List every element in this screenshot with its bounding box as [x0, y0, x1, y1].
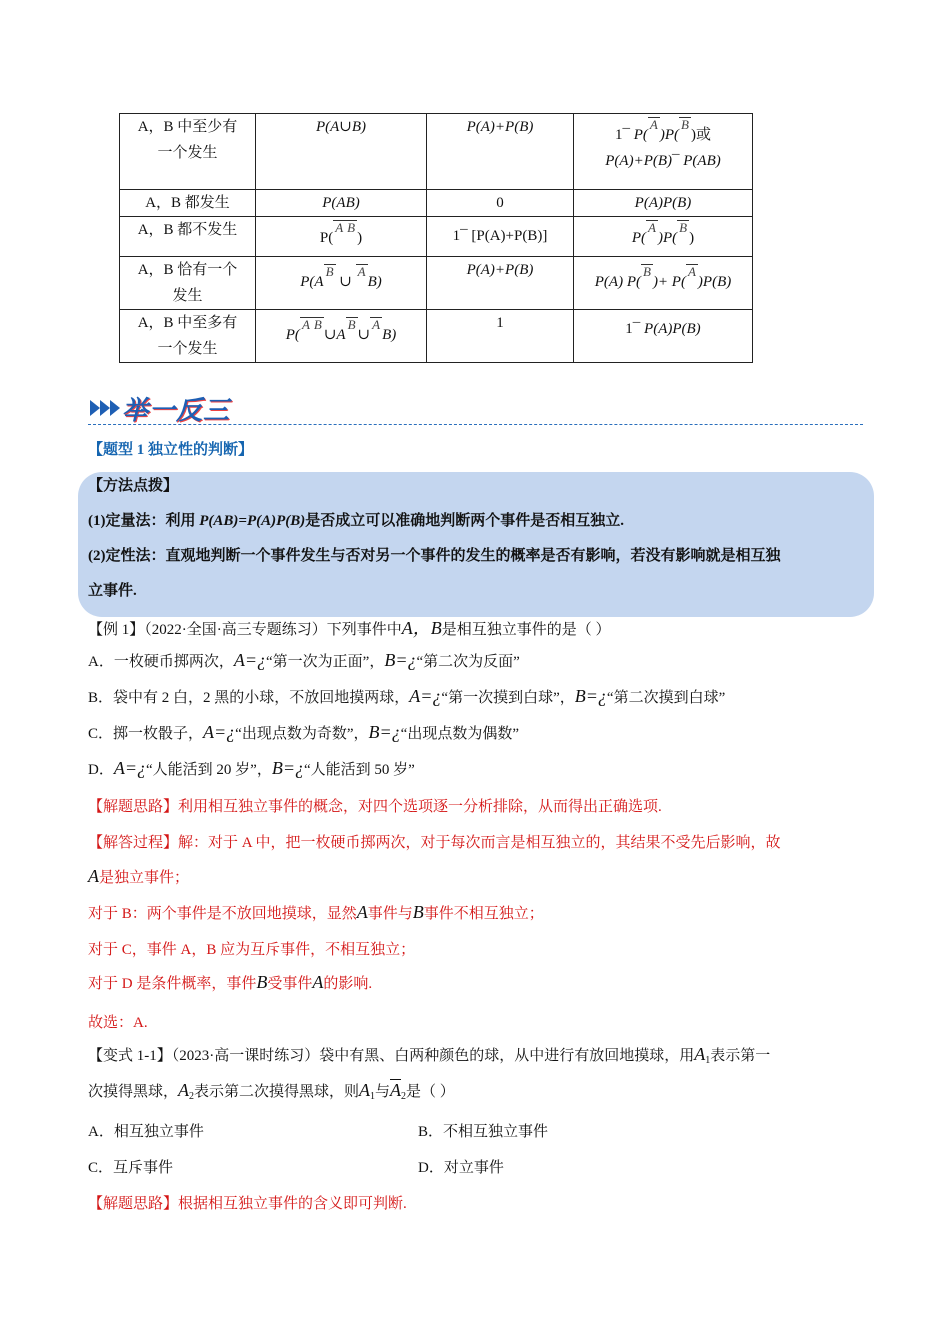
table-row: [120, 257, 753, 310]
answer: 故选：A.: [88, 1015, 148, 1031]
variant-option-c: C．互斥事件: [88, 1160, 174, 1176]
table-cell: P(AB): [256, 190, 427, 217]
table-cell: P(A)+P(B): [427, 114, 574, 190]
method-line-1: (1)定量法：利用 P(AB)=P(A)P(B)是否成立可以准确地判断两个事件是否相互独立.: [88, 513, 625, 529]
variant-option-d: D．对立事件: [418, 1160, 504, 1176]
type-title: 【题型 1 独立性的判断】: [88, 442, 254, 458]
variant-option-a: A．相互独立事件: [88, 1124, 204, 1140]
table-cell: A，B 都发生: [120, 190, 256, 217]
option-c: C．掷一枚骰子，A=¿“出现点数为奇数”，B=¿“出现点数为偶数”: [88, 722, 519, 742]
table-cell: 1¯ [P(A)+P(B)]: [427, 217, 574, 257]
variant-head: 【变式 1-1】（2023·高一课时练习）袋中有黑、白两种颜色的球，从中进行有放回地摸球，用$A_1$表示第一: [88, 1044, 771, 1066]
table-cell: A，B 中至少有 一个发生: [120, 114, 256, 190]
solution-process-3: 对于 B：两个事件是不放回地摸球，显然A事件与B事件不相互独立；: [88, 902, 544, 922]
table-cell: P(A)+P(B): [427, 257, 574, 310]
table-cell: P(A∪B): [256, 114, 427, 190]
table-cell: P(A) P(B)+ P(A)P(B): [574, 257, 753, 310]
method-line-3: 立事件.: [88, 583, 137, 599]
table-cell: P(A B): [256, 217, 427, 257]
table-cell: 1: [427, 310, 574, 363]
probability-table: [119, 113, 753, 363]
table-cell: P(A)P(B): [574, 190, 753, 217]
option-d: D．A=¿“人能活到 20 岁”，B=¿“人能活到 50 岁”: [88, 758, 415, 778]
table-cell: 0: [427, 190, 574, 217]
method-line-2: (2)定性法：直观地判断一个事件发生与否对另一个事件的发生的概率是否有影响，若没有影响就是相互独: [88, 548, 781, 564]
variant-line-2: 次摸得黑球，$A_2$表示第二次摸得黑球，则$A_1$与$A_2$是（ ）: [88, 1080, 455, 1102]
table-row: [120, 217, 753, 257]
solution-process-4: 对于 C，事件 A，B 应为互斥事件，不相互独立；: [88, 942, 416, 958]
solution-process-5: 对于 D 是条件概率，事件B受事件A的影响.: [88, 972, 373, 992]
option-b: B．袋中有 2 白，2 黑的小球，不放回地摸两球，A=¿“第一次摸到白球”，B=¿“第二次摸到白球”: [88, 686, 726, 706]
table-cell: A，B 中至多有 一个发生: [120, 310, 256, 363]
option-a: A．一枚硬币掷两次，A=¿“第一次为正面”，B=¿“第二次为反面”: [88, 650, 520, 670]
table-cell: P(A B∪AB∪AB): [256, 310, 427, 363]
table-cell: P(AB ∪ AB): [256, 257, 427, 310]
table-row: [120, 114, 753, 190]
variant-idea: 【解题思路】根据相互独立事件的含义即可判断.: [88, 1196, 407, 1212]
banner-title: 举一反三: [122, 396, 231, 426]
example-head: 【例 1】（2022·全国·高三专题练习）下列事件中A，B是相互独立事件的是（ ）: [88, 618, 611, 638]
solution-idea: 【解题思路】利用相互独立事件的概念，对四个选项逐一分析排除，从而得出正确选项.: [88, 799, 662, 815]
solution-process-1: 【解答过程】解：对于 A 中，把一枚硬币掷两次，对于每次而言是相互独立的，其结果不受先后影响，故: [88, 835, 781, 851]
table-cell: 1¯ P(A)P(B)或 P(A)+P(B)¯ P(AB): [574, 114, 753, 190]
variant-option-b: B．不相互独立事件: [418, 1124, 549, 1140]
table-cell: 1¯ P(A)P(B): [574, 310, 753, 363]
table-cell: A，B 都不发生: [120, 217, 256, 257]
table-row: [120, 310, 753, 363]
method-title: 【方法点拨】: [88, 478, 179, 494]
table-cell: A，B 恰有一个 发生: [120, 257, 256, 310]
table-cell: P(A)P(B): [574, 217, 753, 257]
solution-process-2: A是独立事件；: [88, 866, 190, 886]
divider: [88, 424, 863, 425]
table-row: [120, 190, 753, 217]
